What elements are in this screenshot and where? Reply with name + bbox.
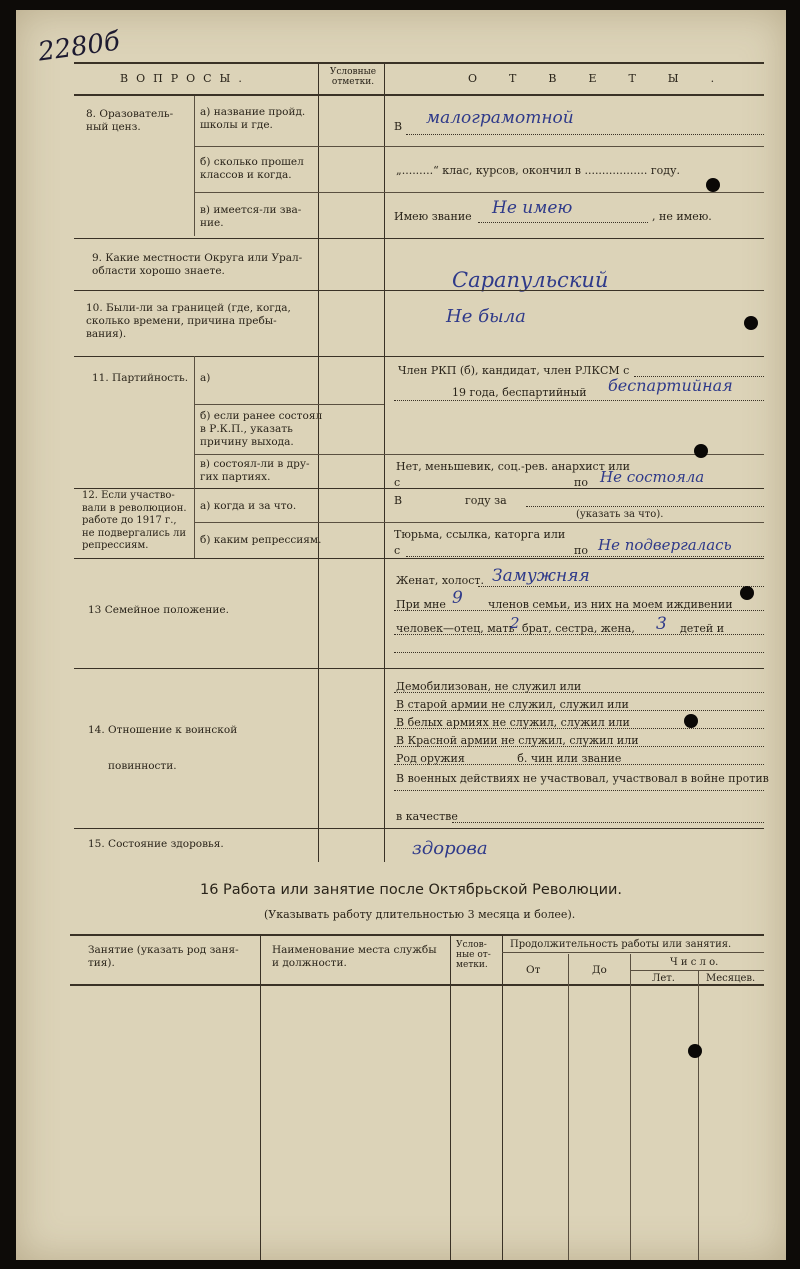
- q14-line: Род оружия б. чин или звание: [396, 752, 622, 765]
- rule: [630, 970, 764, 971]
- punch-hole: [694, 444, 708, 458]
- rule: [260, 934, 261, 1260]
- q8-b: б) сколько прошел классов и когда.: [200, 156, 304, 181]
- col-place: Наименование места службы и должности.: [272, 944, 437, 969]
- rule: [74, 488, 764, 489]
- rule: [394, 728, 764, 729]
- q8-ans-v-suffix: , не имею.: [652, 210, 712, 223]
- q11-ans2: 19 года, беспартийный: [452, 386, 587, 399]
- rule: [74, 290, 764, 291]
- rule: [478, 222, 648, 223]
- q14-line: Демобилизован, не служил или: [396, 680, 582, 693]
- col-to: До: [592, 964, 607, 976]
- rule: [394, 710, 764, 711]
- q11-ans1: Член РКП (б), кандидат, член РЛКСМ с: [398, 364, 630, 377]
- punch-hole: [744, 316, 758, 330]
- rule: [394, 692, 764, 693]
- q11-v: в) состоял-ли в дру- гих партиях.: [200, 458, 310, 483]
- q11-ans4-c: с: [394, 476, 401, 489]
- col-marks: Услов- ные от- метки.: [456, 940, 491, 970]
- header-marks: Условные отметки.: [329, 67, 377, 87]
- rule: [394, 400, 764, 401]
- rule: [630, 954, 631, 1260]
- q11-ans3: Нет, меньшевик, соц.-рев. анархист или: [396, 460, 630, 473]
- col-years: Лет.: [652, 973, 675, 984]
- header-top-rule: [74, 62, 764, 64]
- q13-ans3-hw2: 3: [656, 614, 667, 634]
- rule: [698, 970, 699, 1260]
- q14-label1: 14. Отношение к воинской: [88, 724, 238, 736]
- q13-ans3a: человек—отец, мать: [396, 622, 515, 635]
- rule: [450, 934, 451, 1260]
- header-answers: ОТВЕТЫ.: [468, 72, 747, 85]
- q8-ans-a-prefix: В: [394, 120, 403, 133]
- q13-ans3c: детей и: [680, 622, 725, 635]
- q11-ans2-hw: беспартийная: [608, 376, 733, 395]
- rule: [568, 954, 569, 1260]
- questionnaire-sheet: [16, 10, 786, 1260]
- q13-label: 13 Семейное положение.: [88, 604, 229, 616]
- rule: [394, 634, 764, 635]
- rule: [406, 556, 764, 557]
- rule: [194, 146, 384, 147]
- rule: [394, 764, 764, 765]
- q13-ans2b: членов семьи, из них на моем иждивении: [488, 598, 733, 611]
- header-bottom-rule: [74, 94, 764, 96]
- q15-label: 15. Состояние здоровья.: [88, 838, 224, 850]
- rule: [394, 652, 764, 653]
- header-questions: ВОПРОСЫ.: [120, 72, 250, 85]
- col-sep-1: [318, 62, 319, 862]
- q15-hw: здорова: [412, 838, 488, 859]
- rule: [394, 746, 764, 747]
- rule: [70, 934, 764, 936]
- q13-ans2a: При мне: [396, 598, 446, 611]
- q9-hw: Сарапульский: [452, 268, 609, 292]
- punch-hole: [688, 1044, 702, 1058]
- col-occupation: Занятие (указать род заня- тия).: [88, 944, 239, 969]
- rule: [452, 822, 764, 823]
- rule: [74, 668, 764, 669]
- q12-ans2: Тюрьма, ссылка, каторга или: [394, 528, 566, 541]
- punch-hole: [740, 586, 754, 600]
- q13-ans1-hw: Замужняя: [492, 566, 590, 586]
- q13-ans3b: брат, сестра, жена,: [522, 622, 635, 635]
- q14-line: В военных действиях не участвовал, участвовал в войне против: [396, 772, 769, 785]
- rule: [384, 192, 764, 193]
- rule: [74, 238, 764, 239]
- q12-ans3-hw: Не подвергалась: [598, 536, 732, 554]
- q13-ans1: Женат, холост.: [396, 574, 485, 587]
- q12-sub-sep: [194, 488, 195, 558]
- col-count: Ч и с л о.: [670, 957, 719, 968]
- q11-b: б) если ранее состоял в Р.К.П., указать причину выхода.: [200, 410, 323, 448]
- q8-v: в) имеется-ли зва- ние.: [200, 204, 302, 229]
- q8-sub-sep: [194, 96, 195, 236]
- q11-ans4-po: по: [574, 476, 588, 489]
- q12-b: б) каким репрессиям.: [200, 534, 322, 546]
- q14-line: в качестве: [396, 810, 458, 823]
- q12-ans3-po: по: [574, 544, 588, 557]
- q11-sub-sep: [194, 356, 195, 488]
- rule: [194, 454, 384, 455]
- q12-ans1: В году за: [394, 494, 507, 507]
- archive-number: 2280б: [36, 26, 122, 68]
- rule: [502, 934, 503, 1260]
- q12-ans1b: (указать за что).: [576, 509, 664, 520]
- col-months: Месяцев.: [706, 973, 756, 984]
- q8-ans-v-hw: Не имею: [492, 198, 573, 218]
- q12-ans3-c: с: [394, 544, 401, 557]
- q14-label2: повинности.: [108, 760, 177, 772]
- rule: [478, 586, 764, 587]
- rule: [384, 146, 764, 147]
- col-from: От: [526, 964, 541, 976]
- q12-label: 12. Если участво- вали в революцион. работе до 1917 г., не подвергались ли репрессиям.: [82, 490, 187, 551]
- rule: [194, 192, 384, 193]
- q11-ans4-hw: Не состояла: [600, 468, 705, 486]
- q14-line: В Красной армии не служил, служил или: [396, 734, 639, 747]
- rule: [74, 356, 764, 357]
- q13-ans2-hw: 9: [452, 588, 463, 608]
- col-duration: Продолжительность работы или занятия.: [510, 939, 732, 950]
- rule: [394, 610, 764, 611]
- rule: [194, 404, 384, 405]
- q8-ans-a-hw: малограмотной: [426, 108, 574, 128]
- q8-ans-b: „.........“ клас, курсов, окончил в .................. году.: [396, 164, 681, 177]
- q13-ans3-hw1: 2: [510, 614, 520, 632]
- q11-label: 11. Партийность.: [92, 372, 189, 384]
- q9-label: 9. Какие местности Округа или Урал- области хорошо знаете.: [92, 252, 303, 277]
- q10-label: 10. Были-ли за границей (где, когда, сколько времени, причина пребы- вания).: [86, 302, 291, 340]
- section16-title: 16 Работа или занятие после Октябрьской Революции.: [200, 882, 623, 898]
- punch-hole: [706, 178, 720, 192]
- rule: [194, 522, 764, 523]
- rule: [74, 558, 764, 559]
- q14-line: В белых армиях не служил, служил или: [396, 716, 630, 729]
- col-sep-2: [384, 62, 385, 862]
- q14-line: В старой армии не служил, служил или: [396, 698, 629, 711]
- q10-hw: Не была: [446, 306, 526, 327]
- q8-a: а) название пройд. школы и где.: [200, 106, 306, 131]
- punch-hole: [684, 714, 698, 728]
- rule: [526, 506, 764, 507]
- section16-subtitle: (Указывать работу длительностью 3 месяца и более).: [264, 908, 576, 921]
- rule: [74, 828, 764, 829]
- rule: [502, 952, 764, 953]
- q8-ans-v-prefix: Имею звание: [394, 210, 472, 223]
- rule: [394, 790, 764, 791]
- rule: [406, 134, 764, 135]
- q11-a: а): [200, 372, 211, 384]
- q8-label: 8. Оразователь- ный ценз.: [86, 108, 174, 133]
- q12-a: а) когда и за что.: [200, 500, 297, 512]
